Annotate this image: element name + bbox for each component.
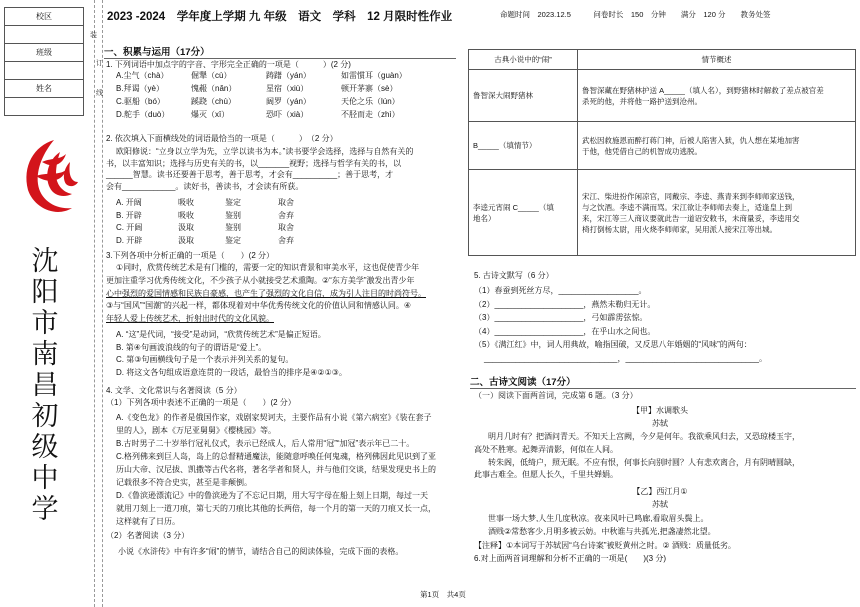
name-field[interactable] xyxy=(4,97,84,116)
table-cell-right[interactable]: 鲁智深藏在野猪林护送 A_____（填人名），到野猪林时解救了差点被官差 杀死的他，并将他一路护送到沧州。 xyxy=(578,70,856,122)
q1-option-a[interactable]: A.尘气（chà） 倔犟（cù） 踌躇（yán） 如雷惯耳（guàn） xyxy=(116,71,407,80)
table-row xyxy=(469,70,856,122)
poem1-title: 【甲】水调歌头 xyxy=(632,406,688,415)
q5-stem: 5. 古诗文默写（6 分） xyxy=(474,271,554,280)
poem1-author: 苏轼 xyxy=(652,419,668,428)
table-cell-left[interactable]: B_____（填情节） xyxy=(469,122,578,170)
binding-char-zhuang: 装 xyxy=(90,32,97,39)
binding-line xyxy=(94,0,95,607)
q5-line-1[interactable]: （1）春蚕到死丝方尽，__________________。 xyxy=(474,286,647,295)
poem2-text: 世事一场大梦,人生几度秋凉。夜来风叶已鸣廊,看取眉头鬓上。 酒贱②常愁客少,月明多被云妨。中秋谁与共孤光,把盏凄然北望。 xyxy=(488,514,716,536)
q2-stem: 2. 依次填入下面横线处的词语最恰当的一项是（ ） （2 分） xyxy=(106,134,338,143)
q3-options xyxy=(116,330,456,380)
exam-meta: 命题时间 2023.12.5 问卷时长 150 分钟 满分 120 分 教务处签 xyxy=(500,10,771,19)
q4-stem: 4. 文学、文化常识与名著阅读（5 分） xyxy=(106,386,242,395)
q5-lines xyxy=(474,286,854,367)
school-label: 校区 xyxy=(4,7,84,26)
q3-option-d[interactable]: D. 将这文各句组成语意连贯的一段话，最恰当的排序是④②①③。 xyxy=(116,367,347,377)
binding-char-ding: 订 xyxy=(96,60,103,67)
school-logo xyxy=(16,132,88,222)
part2-rule xyxy=(470,388,856,389)
table-cell-right: 武松因救施恩而醉打蒋门神，后被人陷害入狱，仇人想在某地加害 于他，他凭借自己的机智成功逃脱。 xyxy=(578,122,856,170)
poem1-text: 明月几时有？把酒问青天。不知天上宫阙，今夕是何年。我欲乘风归去，又恐琼楼玉宇， 高处不胜寒。起舞弄清影，何似在人间。 转朱阁，低绮户，照无眠。不应有恨，何事长向别时圆？人有悲欢离合，月有阴晴圆缺， 此事古难全。但愿人长久，千里共婵娟。 xyxy=(474,432,800,480)
table-cell-left: 鲁智深大闹野猪林 xyxy=(469,70,578,122)
q4-option-a[interactable]: A.《变色龙》的作者是俄国作家，戏剧家契诃夫，主要作品有小说《第六病室》《装在套子 里的人》，剧本《万尼亚舅舅》《樱桃园》等。 xyxy=(116,413,432,435)
q4-sub2: （2）名著阅读（3 分） xyxy=(106,531,190,540)
q3-option-a[interactable]: A. “这”是代词，“接受”是动词，“欣赏传统艺术”是偏正短语。 xyxy=(116,330,326,339)
q2-option-b[interactable]: B. 开辟 吸收 鉴别 舍弃 xyxy=(116,210,294,220)
class-label: 班级 xyxy=(4,43,84,62)
q3-stem: 3.下列各项中分析正确的一项是（ ）(2 分） xyxy=(106,251,275,260)
school-field[interactable] xyxy=(4,25,84,44)
school-name: 沈阳市南昌初级中学 xyxy=(31,246,59,525)
q2-option-c[interactable]: C. 开阔 汲取 鉴别 取舍 xyxy=(116,223,294,232)
table-row xyxy=(469,170,856,256)
table-header-left: 古典小说中的“闹” xyxy=(469,50,578,70)
page-footer: 第1页 共4页 xyxy=(420,590,466,599)
q3-option-b[interactable]: B. 第④句画波浪线的句子的谓语是“爱上”。 xyxy=(116,342,267,352)
part2-sub: （一）阅读下面两首词，完成第 6 题。（3 分） xyxy=(474,391,638,400)
exam-title: 2023 -2024 学年度上学期 九 年级 语文 学科 12 月限时性作业 xyxy=(107,11,453,23)
poem-note: 【注释】①本词写于苏轼因“乌台诗案”被贬黄州之时。② 酒贱：质量低劣。 xyxy=(474,541,736,550)
poem2-title: 【乙】西江月① xyxy=(632,487,688,496)
class-field[interactable] xyxy=(4,61,84,80)
q3-option-c[interactable]: C. 第③句画横线句子是一个表示并列关系的复句。 xyxy=(116,355,294,364)
q5-line-2[interactable]: （2）____________________，燕然未勒归无计。 xyxy=(474,299,656,309)
binding-char-xian: 线 xyxy=(96,90,103,97)
part2-heading: 二、古诗文阅读（17分） xyxy=(470,377,576,388)
poem2-author: 苏轼 xyxy=(652,500,668,509)
q2-option-a[interactable]: A. 开阔 吸收 鉴定 取舍 xyxy=(116,198,294,207)
q1-options xyxy=(116,71,456,123)
table-cell-right: 宋江、柴进扮作闲凉官，同戴宗、李逵、燕青来到李师师家送钱， 与之饮酒。李逵不满而骂。宋江欲让李师师去奏上，适逢皇上到 来，宋江等三人商议要就此告一道诏安敕书，未商量妥，李逵用交 椅打倒杨太尉，用火烧李师师家，吴用派人接宋江等出城。 xyxy=(578,170,856,256)
q2-option-d[interactable]: D. 开辟 汲取 鉴定 舍弃 xyxy=(116,235,294,245)
q2-passage: 欧阳修说：“立身以立学为先，立学以读书为本。”读书要学会选择，选择与自然有关的 书，以丰富知识；选择与历史有关的书，以_______视野；选择与哲学有关的书，以 ______智慧。读书还要善于思考，善于思考，才会有__________；善于思考，才 会有____________。读好书，善读书，才会读有所获。 xyxy=(106,147,414,191)
q4-options xyxy=(116,413,458,530)
student-info-boxes xyxy=(4,8,84,116)
q5-line-5: （5）《满江红》中，词人用典故，喻指国破，又反思八年婚姻的“风味”的两句： xyxy=(474,340,752,349)
q4-sub1: （1）下列各项中表述不正确的一项是（ ）(2 分） xyxy=(106,398,296,407)
q4-option-c[interactable]: C.格列佛来到巨人岛，岛上的总督精通魔法，能随意呼唤任何鬼魂，格列佛因此见识到了亚 历山大帝、汉尼拔、凯撒等古代名将，著名学者和贤人，并与他们交谈，结果发现史书上的 记载很多不符合史实，甚至是非颠倒。 xyxy=(116,452,436,487)
q5-line-4[interactable]: （4）____________________，在乎山水之间也。 xyxy=(474,326,656,336)
q4-option-d[interactable]: D.《鲁滨逊漂流记》中的鲁滨逊为了不忘记日期，用大写字母在船上刻上日期，每过一天 就用刀刻上一道刀痕，第七天的刀痕比其他的长两倍，每一个月的第一天的刀痕又长一点， 这样就有了日历。 xyxy=(116,491,436,526)
q4-sub2-text: 小说《水浒传》中有许多“闹”的情节，请结合自己的阅读体验，完成下面的表格。 xyxy=(118,547,404,556)
name-label: 姓名 xyxy=(4,79,84,98)
part1-heading: 一、积累与运用（17分） xyxy=(104,47,210,58)
table-header-right: 情节概述 xyxy=(578,50,856,70)
table-row xyxy=(469,122,856,170)
table-cell-left[interactable]: 李逵元宵闹 C_____（填 地名） xyxy=(469,170,578,256)
q5-line-3[interactable]: （3）____________________，弓如霹雳弦惊。 xyxy=(474,313,648,322)
q6-stem: 6.对上面两首词理解和分析不正确的一项是( )(3 分) xyxy=(474,554,666,563)
q2-options xyxy=(116,198,416,248)
shuihu-table xyxy=(468,49,856,256)
q1-option-c[interactable]: C.驱船（bó） 蹊跷（chù） 阔罗（yán） 天伦之乐（lún） xyxy=(116,97,400,106)
shuihu-table-wrap xyxy=(468,49,856,256)
q4-option-b[interactable]: B.古时男子二十岁举行冠礼仪式，表示已经成人，后人常用“冠”“加冠”表示年已二十。 xyxy=(116,439,415,448)
q3-passage: ①同时，欣赏传统艺术是有门槛的，需要一定的知识背景和审美水平，这也促使青少年 更加注重学习优秀传统文化，不少孩子从小就接受艺术熏陶。②“东方美学”激发出青少年 心中强烈的爱国情感和民族自豪感，也产生了强烈的文化自信，成为引人注目的时尚符号。 ③与“国风”“国潮”的兴起一样，都体现着对中华优秀传统文化的价值认同和情感认同。④ 年轻人爱上传统艺术，折射出时代的文化风貌。 xyxy=(106,263,426,324)
q1-stem: 1. 下列词语中加点字的字音、字形完全正确的一项是（ ）(2 分) xyxy=(106,60,351,69)
q5-answer-line[interactable]: ______________________________，______________________________。 xyxy=(484,353,767,363)
q1-option-d[interactable]: D.舵手（duò） 爆灭（xī） 恐吓（xià） 不胫而走（zhì） xyxy=(116,110,400,119)
q1-option-b[interactable]: B.拜谒（yè） 愧赧（nǎn） 星宿（xiù） 顿开茅寨（sè） xyxy=(116,84,398,93)
part1-rule xyxy=(104,58,456,59)
